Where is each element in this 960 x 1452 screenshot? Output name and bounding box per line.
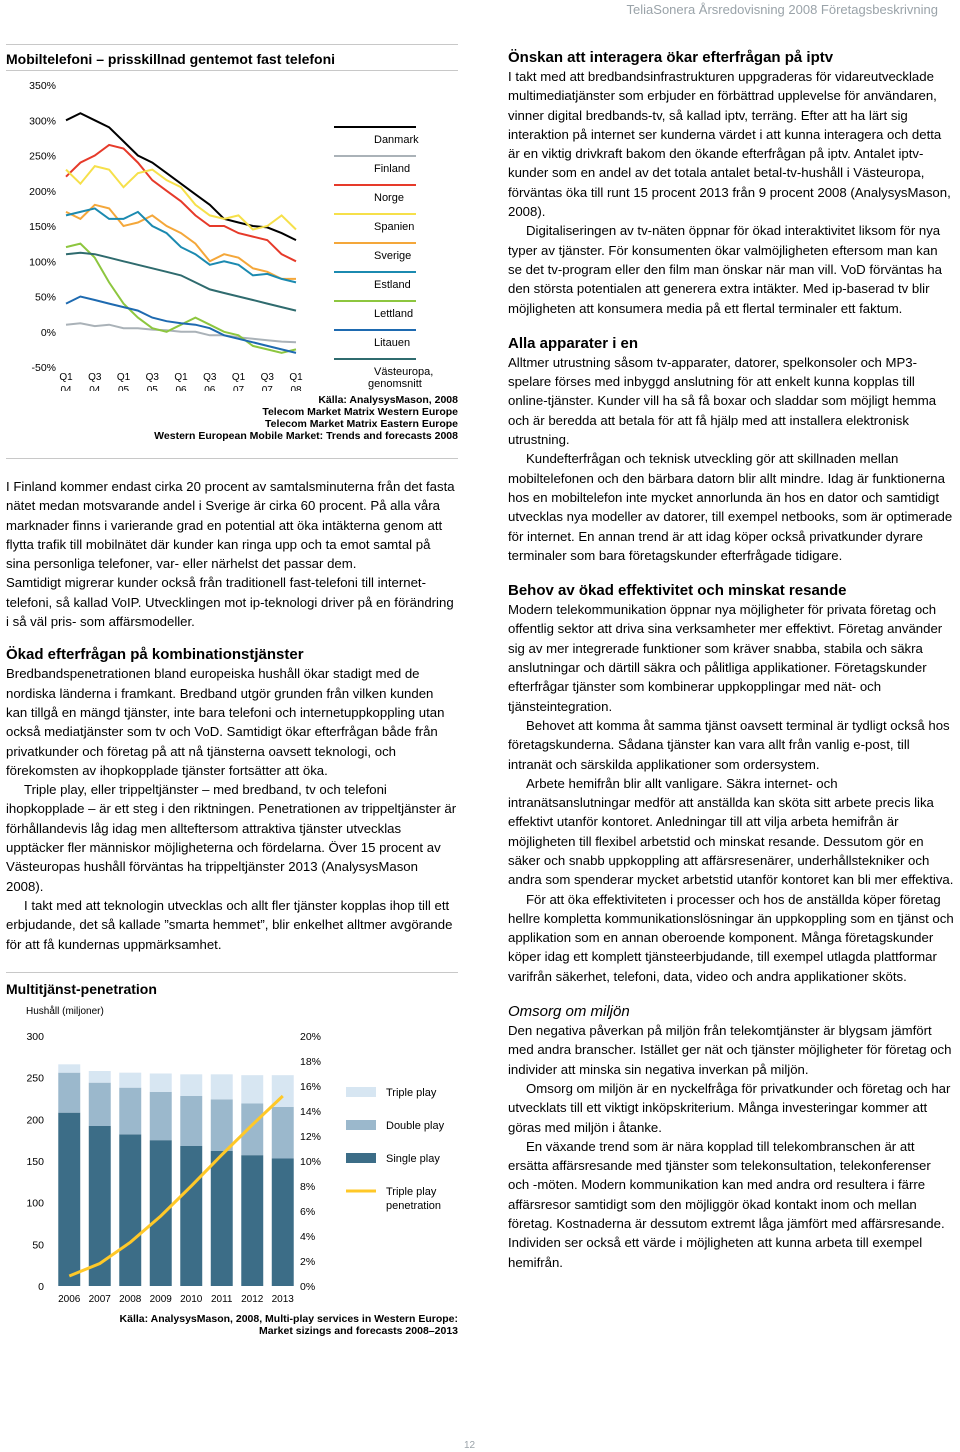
figure2-source-line: Market sizings and forecasts 2008–2013 — [258, 1324, 458, 1337]
price-difference-chart — [6, 71, 458, 396]
legend-label: Sverige — [374, 250, 412, 262]
y2-tick-label: 18% — [300, 1055, 322, 1068]
x-tick-label: 2009 — [149, 1293, 172, 1305]
x-tick-label: 06 — [204, 385, 216, 391]
y-tick-label: 0 — [38, 1280, 44, 1293]
y2-tick-label: 0% — [300, 1280, 316, 1293]
bar-segment-double-play — [150, 1092, 172, 1140]
bar-segment-single-play — [241, 1155, 263, 1286]
bar-segment-double-play — [180, 1096, 202, 1146]
x-tick-label: Q1 — [174, 372, 188, 383]
bar-segment-double-play — [89, 1082, 111, 1125]
bar-segment-single-play — [119, 1134, 141, 1286]
figure2-title: Multitjänst-penetration — [6, 980, 157, 997]
paragraph: Den negativa påverkan på miljön från telekomtjänster är blygsam jämfört med andra branscher. Istället ger nät och tjänster möjligheter för företag och individer att minska sin negativa inverkan på miljön. — [508, 1023, 952, 1077]
legend-label: Västeuropa, — [374, 366, 434, 378]
paragraph: Alltmer utrustning såsom tv-apparater, datorer, spelkonsoler och MP3-spelare förses med inbyggd anslutning för att enkelt kunna kopplas till online-tjänster. Kunder vill ha så få boxar och sladdar som möjligt hemma och är beredda att betala för att få hjälp med att installera elektronisk utrustning. — [508, 354, 937, 448]
legend-label: penetration — [386, 1199, 442, 1212]
x-tick-label: Q1 — [231, 372, 246, 383]
paragraph: I takt med att bredbandsinfrastrukturen uppgraderas för vidareutvecklade multimediatjänster som erbjuder en förbättrad upplevelse för användaren, vinner digital bredbands-tv, så kallad iptv, terräng. Efter att ha lärt sig interaktion på internet ser kunderna värdet i att kunna interagera och detta är en viktig drivkraft bakom den ökande efterfrågan på iptv. Antalet iptv-kunder som en andel av det totala antalet betal-tv-hushåll i Västeuropa, förväntas öka till runt 15 procent 2013 från 9 procent 2008 (AnalysysMason, 2008). — [508, 69, 951, 220]
x-tick-label: Q1 — [116, 372, 131, 383]
y-tick-label: 350% — [29, 80, 56, 92]
x-tick-label: Q3 — [145, 372, 159, 383]
paragraph: Bredbandspenetrationen bland europeiska hushåll ökar stadigt med de nordiska länderna i framkant. Bredband utgör grunden från vilken kunden kan tillgå en mängd tjänster, inte bara telefoni och internetuppkoppling utan också mediatjänster som tv och VoD. Samtidigt ökar efterfrågan både från privatkunder och företag på att nå tjänsterna oavsett teknologi, och förekomsten av ihopkopplade tjänster fortsätter att öka. — [6, 666, 445, 778]
x-tick-label: 07 — [232, 385, 245, 391]
page-number: 12 — [464, 1440, 476, 1451]
y2-tick-label: 16% — [300, 1080, 322, 1093]
bar-segment-double-play — [211, 1099, 233, 1151]
bar-segment-triple-play — [150, 1073, 172, 1091]
bar-segment-triple-play — [180, 1074, 202, 1096]
y-tick-label: 300 — [26, 1030, 44, 1043]
x-tick-label: 06 — [175, 385, 187, 391]
x-tick-label: 2007 — [88, 1293, 111, 1305]
paragraph: Samtidigt migrerar kunder också från traditionell fast-telefoni till internet-telefoni, så kallad VoIP. Utvecklingen mot ip-teknologi driver på en förändring i så väl pris- som affärsmodeller. — [6, 575, 454, 630]
paragraph: Digitaliseringen av tv-näten öppnar för ökad interaktivitet liksom för nya typer av tjänster. För konsumenten ökar valmöjligheten eftersom man kan se det tv-program eller den film man önskar när man vill. VoD förväntas ha den största potentialen att generera extra intäkter. Med ip-baserad tv blir möjligheten att konsumera media på ett flertal terminaler ett faktum. — [508, 223, 942, 316]
series-line-finland — [66, 323, 296, 342]
left-body-text — [6, 477, 458, 954]
x-tick-label: 05 — [117, 385, 130, 391]
figure2-source-line: Källa: AnalysysMason, 2008, Multi-play services in Western Europe: — [119, 1312, 458, 1325]
y-tick-label: 0% — [40, 326, 56, 339]
section-heading: Behov av ökad effektivitet och minskat resande — [508, 582, 847, 600]
figure1-source-line: Telecom Market Matrix Eastern Europe — [265, 418, 458, 430]
paragraph: För att öka effektiviteten i processer och hos de anställda köper företag hellre kompletta kommunikationslösningar än uppkoppling som en tjänst och applikation som en annan oberoende komponent. Många företagskunder köper idag ett komplett tjänsteerbjudande, till exempel utlagda plattformar varifrån säkerhet, telefoni, data, video och andra applikationer sköts. — [508, 891, 954, 984]
figure1-bottom-rule — [6, 458, 458, 459]
y2-tick-label: 2% — [300, 1255, 316, 1268]
legend-label: genomsnitt — [368, 378, 422, 390]
figure1-title: Mobiltelefoni – prisskillnad gentemot fast telefoni — [6, 44, 458, 71]
x-tick-label: 2013 — [271, 1293, 294, 1305]
section-heading: Alla apparater i en — [508, 334, 639, 352]
figure1-source — [6, 394, 458, 442]
x-tick-label: Q3 — [260, 372, 274, 383]
y-tick-label: 250 — [26, 1072, 44, 1085]
section-heading: Önskan att interagera ökar efterfrågan på iptv — [508, 49, 834, 66]
series-line-danmark — [66, 113, 296, 240]
figure1-source-line: Western European Mobile Market: Trends and forecasts 2008 — [154, 430, 458, 442]
legend-swatch — [346, 1120, 376, 1130]
x-tick-label: 05 — [146, 385, 158, 391]
figure2-source — [6, 1313, 458, 1337]
legend-label: Lettland — [374, 308, 414, 320]
series-line-lettland — [66, 244, 296, 353]
y2-tick-label: 6% — [300, 1205, 316, 1218]
y-tick-label: -50% — [31, 362, 56, 374]
paragraph: Behovet att komma åt samma tjänst oavsett terminal är tydligt också hos företagskunderna. Sådana tjänster kan vara allt från vanlig e-post, till intranät och särskilda applikationer som ordersystem. — [508, 717, 950, 772]
legend-label: Triple play — [386, 1086, 437, 1099]
bar-segment-single-play — [211, 1151, 233, 1286]
paragraph: En växande trend som är nära kopplad till telekombranschen är att ersätta affärsresande med tjänster som telekonsultation, telekonferenser och -möten. Modern kommunikation kan med andra ord resultera i färre affärsresor samtidigt som den möjliggör ökad kontakt inom och mellan företag. Kostnaderna är dessutom extremt låga jämfört med affärsresande. Individen ser också ett värde i möjligheten att kunna arbeta till exempel hemifrån. — [508, 1138, 945, 1270]
y2-tick-label: 10% — [300, 1155, 322, 1168]
legend-label: Estland — [374, 279, 411, 291]
y-tick-label: 250% — [29, 150, 56, 163]
y2-tick-label: 12% — [300, 1130, 322, 1143]
y-tick-label: 150% — [29, 221, 56, 233]
section-heading: Omsorg om miljön — [508, 1003, 630, 1021]
figure1-source-line: Telecom Market Matrix Western Europe — [262, 406, 458, 418]
legend-label: Single play — [386, 1152, 440, 1165]
legend-label: Norge — [374, 192, 404, 204]
y-tick-label: 50% — [34, 291, 56, 304]
x-tick-label: 2006 — [58, 1293, 81, 1305]
right-body-text — [508, 48, 954, 1272]
bar-segment-single-play — [180, 1146, 202, 1286]
x-tick-label: Q3 — [203, 372, 217, 383]
bar-segment-single-play — [272, 1158, 294, 1286]
figure1-source-line: Källa: AnalysysMason, 2008 — [318, 394, 458, 406]
x-tick-label: Q1 — [289, 372, 303, 383]
x-tick-label: 04 — [60, 385, 72, 391]
bar-segment-single-play — [150, 1140, 172, 1286]
paragraph: Omsorg om miljön är en nyckelfråga för privatkunder och företag och har utvecklats till ett viktigt inköpskriterium. Många investeringar kommer att göras med miljön i åtanke. — [508, 1080, 951, 1135]
x-tick-label: 08 — [290, 385, 302, 391]
y-axis-title: Hushåll (miljoner) — [26, 1005, 104, 1017]
y-tick-label: 200 — [26, 1114, 44, 1127]
legend-label: Litauen — [374, 337, 411, 349]
right-column — [508, 44, 954, 1272]
paragraph: I Finland kommer endast cirka 20 procent av samtalsminuterna från det fasta nätet medan motsvarande andel i Sverige är cirka 60 procent. På alla våra marknader finns i varierande grad en potential att öka intäkterna genom att flytta trafik till mobilnätet där kunder kan ringa upp och ta emot samtal på sina personliga telefoner, var- eller närhelst det passar dem. — [6, 479, 455, 572]
multiplay-penetration-chart — [6, 1000, 458, 1313]
legend-label: Finland — [374, 163, 411, 175]
series-line-norge — [66, 145, 296, 261]
section-heading: Ökad efterfrågan på kombinationstjänster — [6, 646, 304, 664]
y-tick-label: 200% — [29, 185, 56, 198]
price-difference-chart-svg — [6, 71, 458, 391]
x-tick-label: 2011 — [210, 1293, 233, 1305]
bar-segment-triple-play — [119, 1072, 141, 1087]
paragraph: Kundefterfrågan och teknisk utveckling gör att skillnaden mellan mobiltelefonen och den bärbara datorn blir allt mindre. Idag är funktionerna hos en mobiltelefon inte mycket annorlunda än hos en dator och samtidigt utvecklas nya modeller av datorer, till exempel netbooks, som är optimerade för internet. En annan trend är att idag köper också privatkunder dyrare terminaler som bara företagskunder efterfrågade tidigare. — [508, 451, 953, 563]
bar-segment-triple-play — [211, 1074, 233, 1099]
paragraph: Arbete hemifrån blir allt vanligare. Säkra internet- och intranätsanslutningar medför att anställda kan sköta sitt arbete precis lika effektivt utanför kontoret. Anledningar till att vilja arbeta hemifrån är möjligheten till flexibel arbetstid och minskat resande. Dessutom gör en säker och snabb uppkoppling att affärsresenärer, underhållstekniker och andra som spenderar mycket arbetstid utanför kontoret kan bli mer effektiva. — [508, 775, 954, 888]
running-head: TeliaSonera Årsredovisning 2008 Företagsbeskrivning — [626, 2, 938, 17]
multiplay-penetration-chart-svg — [6, 1000, 458, 1308]
legend-label: Triple play — [386, 1185, 437, 1198]
legend-swatch — [346, 1153, 376, 1163]
bar-segment-triple-play — [58, 1064, 80, 1072]
x-tick-label: 2012 — [241, 1293, 264, 1305]
x-tick-label: 07 — [261, 385, 273, 391]
y-tick-label: 50 — [32, 1239, 44, 1252]
bar-segment-triple-play — [241, 1075, 263, 1103]
x-tick-label: Q3 — [88, 372, 102, 383]
paragraph: Triple play, eller trippeltjänster – med bredband, tv och telefoni ihopkopplade – är ett steg i den riktningen. Penetrationen av trippeltjänster är förhållandevis låg idag men allteftersom attraktiva tjänster utvecklas upptäcker fler människor möjligheterna och fördelarna. Över 15 procent av Västeuropas hushåll förväntas ha trippeltjänster 2013 (AnalysysMason 2008). — [6, 782, 457, 894]
bar-segment-double-play — [241, 1103, 263, 1155]
y-tick-label: 150 — [26, 1155, 44, 1168]
y2-tick-label: 8% — [300, 1180, 316, 1193]
x-tick-label: 04 — [89, 385, 101, 391]
paragraph: I takt med att teknologin utvecklas och allt fler tjänster kopplas ihop till ett erbjudande, det så kallade ”smarta hemmet”, blir enkelhet alltmer avgörande för att få kundernas uppmärksamhet. — [6, 897, 453, 952]
paragraph: Modern telekommunikation öppnar nya möjligheter för privata företag och offentlig sektor att driva sina verksamheter mer effektivt. Företag använder sig av mer integrerade funktioner som kräver snabba, stabila och säkra anslutningar och därtill säkra och pålitliga applikationer. Företagskunder efterfrågar tjänster som kombinerar uppkopplingar med nät- och tjänsteintegration. — [508, 602, 943, 714]
series-line-spanien — [66, 166, 296, 229]
bar-segment-double-play — [119, 1087, 141, 1134]
left-column — [6, 44, 458, 1337]
legend-label: Spanien — [374, 221, 415, 233]
legend-label: Danmark — [374, 134, 419, 146]
x-tick-label: 2008 — [119, 1293, 142, 1305]
y-tick-label: 100% — [29, 256, 56, 269]
bar-segment-triple-play — [89, 1071, 111, 1083]
y2-tick-label: 14% — [300, 1105, 322, 1118]
legend-label: Double play — [386, 1119, 445, 1132]
x-tick-label: Q1 — [59, 372, 73, 383]
y2-tick-label: 20% — [300, 1030, 322, 1043]
bar-segment-single-play — [58, 1112, 80, 1285]
y-tick-label: 300% — [29, 115, 56, 128]
bar-segment-double-play — [58, 1072, 80, 1112]
y-tick-label: 100 — [26, 1197, 44, 1210]
legend-swatch — [346, 1087, 376, 1097]
bar-segment-double-play — [272, 1107, 294, 1159]
x-tick-label: 2010 — [180, 1293, 203, 1305]
y2-tick-label: 4% — [300, 1230, 316, 1243]
